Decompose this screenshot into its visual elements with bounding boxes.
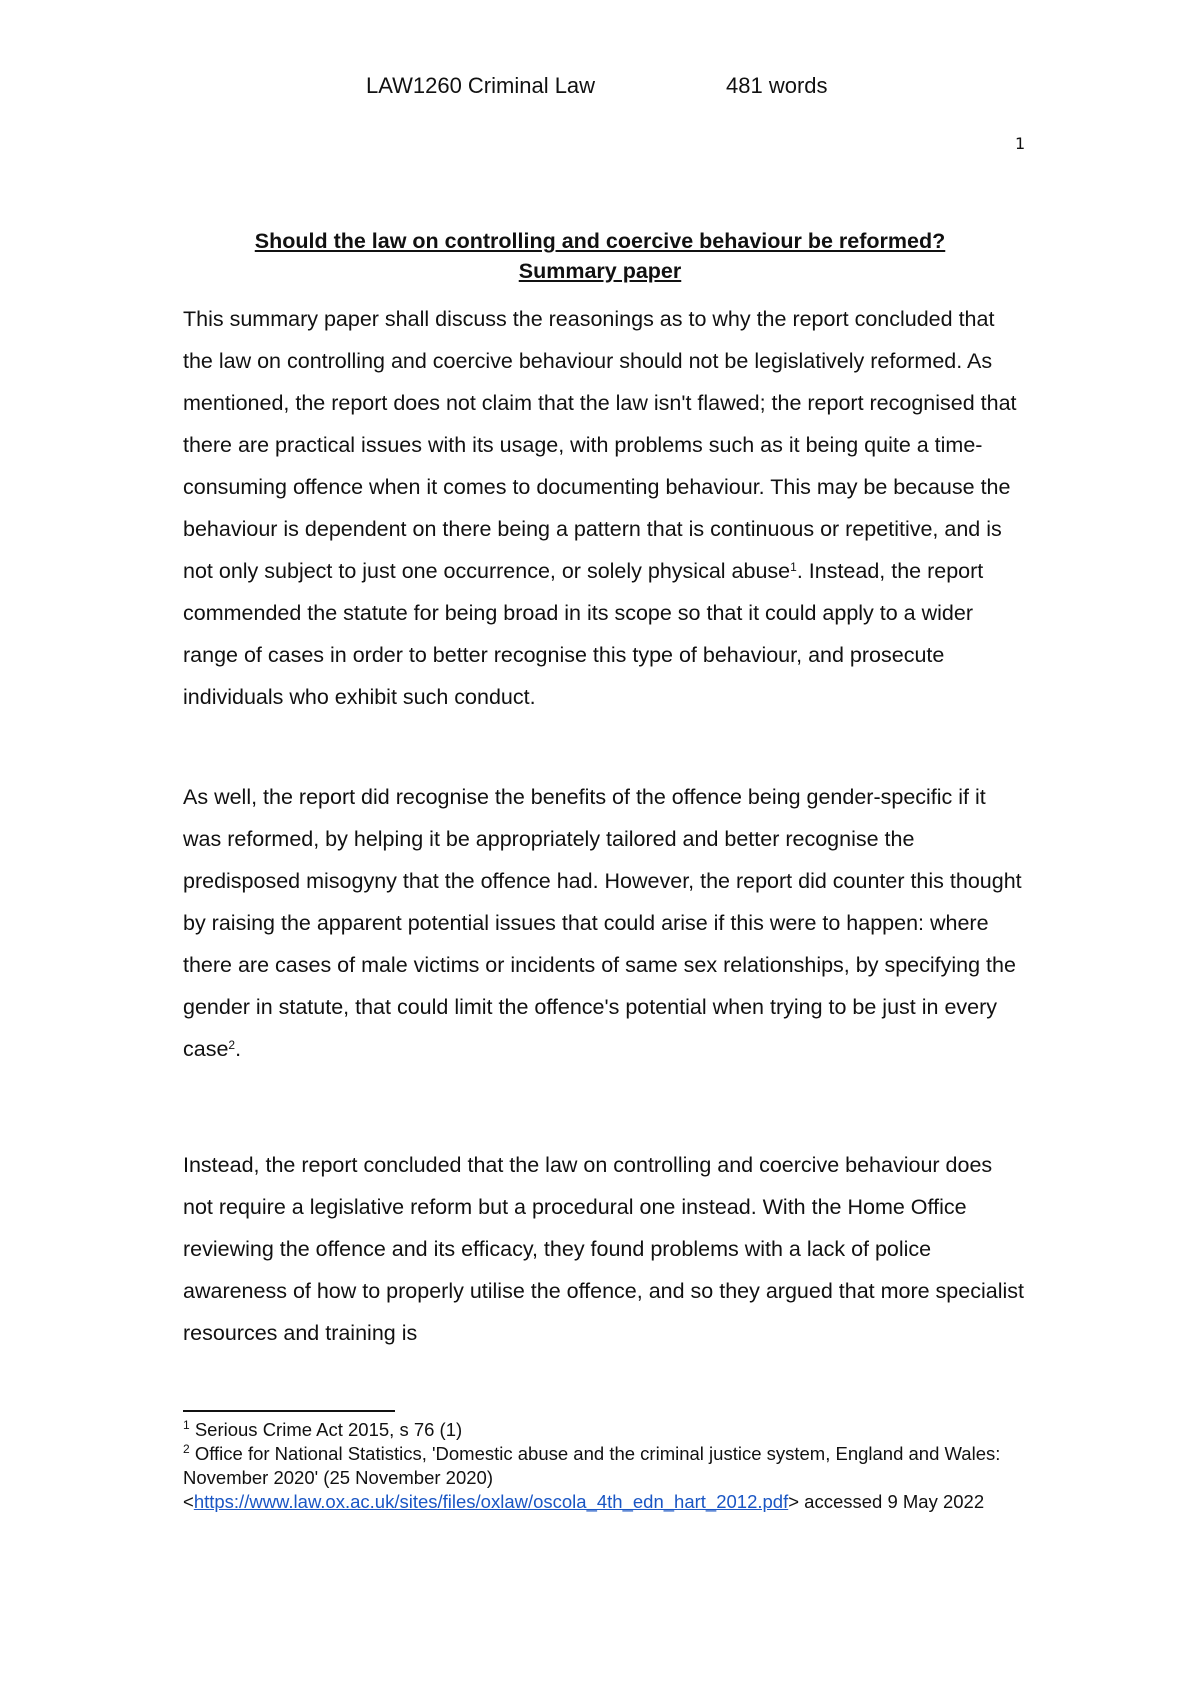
header-course: LAW1260 Criminal Law (366, 73, 596, 98)
footnote-2-link[interactable]: https://www.law.ox.ac.uk/sites/files/oxlaw/oscola_4th_edn_hart_2012.pdf (193, 1491, 789, 1512)
paragraph-3: Instead, the report concluded that the law on controlling and coercive behaviour does not require a legislative reform but a procedural one instead. With the Home Office reviewing the offence and its efficacy, they found problems with a lack of police awareness of how to properly utilise the offence, and so they argued that more specialist resources and training is (183, 1153, 1024, 1345)
footnote-1 (183, 1418, 1023, 1442)
footnote-2-text-b: > accessed 9 May 2022 (788, 1491, 985, 1512)
paragraph-2-text-b: . (235, 1037, 242, 1061)
paragraph-2 (183, 776, 1028, 1070)
footnotes (183, 1418, 1023, 1514)
header-word-count: 481 words (726, 73, 828, 98)
document-title (180, 226, 1020, 286)
footnote-ref-1[interactable]: 1 (790, 559, 797, 574)
paragraph-1-text-b: . Instead, the report commended the statute for being broad in its scope so that it could apply to a wider range of cases in order to better recognise this type of behaviour, and prosecute individuals who exhibit such conduct. (183, 559, 984, 709)
paragraph-2-text-a: As well, the report did recognise the benefits of the offence being gender-specific if it was reformed, by helping it be appropriately tailored and better recognise the predisposed misogyny that the offence had. However, the report did counter this thought by raising the apparent potential issues that could arise if this were to happen: where there are cases of male victims or incidents of same sex relationships, by specifying the gender in statute, that could limit the offence's potential when trying to be just in every case (183, 785, 1022, 1061)
paragraph-1-text-a: This summary paper shall discuss the reasonings as to why the report concluded that the law on controlling and coercive behaviour should not be legislatively reformed. As mentioned, the report does not claim that the law isn't flawed; the report recognised that there are practical issues with its usage, with problems such as it being quite a time-consuming offence when it comes to documenting behaviour. This may be because the behaviour is dependent on there being a pattern that is continuous or repetitive, and is not only subject to just one occurrence, or solely physical abuse (183, 307, 1017, 583)
footnote-2-marker: 2 (183, 1441, 190, 1456)
title-line-1: Should the law on controlling and coercive behaviour be reformed? (254, 229, 946, 253)
footnote-separator (183, 1410, 395, 1412)
footnote-1-text: Serious Crime Act 2015, s 76 (1) (189, 1419, 463, 1440)
footnote-1-marker: 1 (183, 1417, 190, 1432)
paragraph-1 (183, 298, 1028, 718)
footnote-2-text-a: Office for National Statistics, 'Domestic abuse and the criminal justice system, England and Wales: November 2020' (25 November 2020) < (183, 1443, 1001, 1512)
footnote-2 (183, 1442, 1023, 1514)
page-number: 1 (1015, 134, 1026, 153)
footnote-ref-2[interactable]: 2 (228, 1037, 236, 1052)
title-line-2: Summary paper (518, 259, 682, 283)
